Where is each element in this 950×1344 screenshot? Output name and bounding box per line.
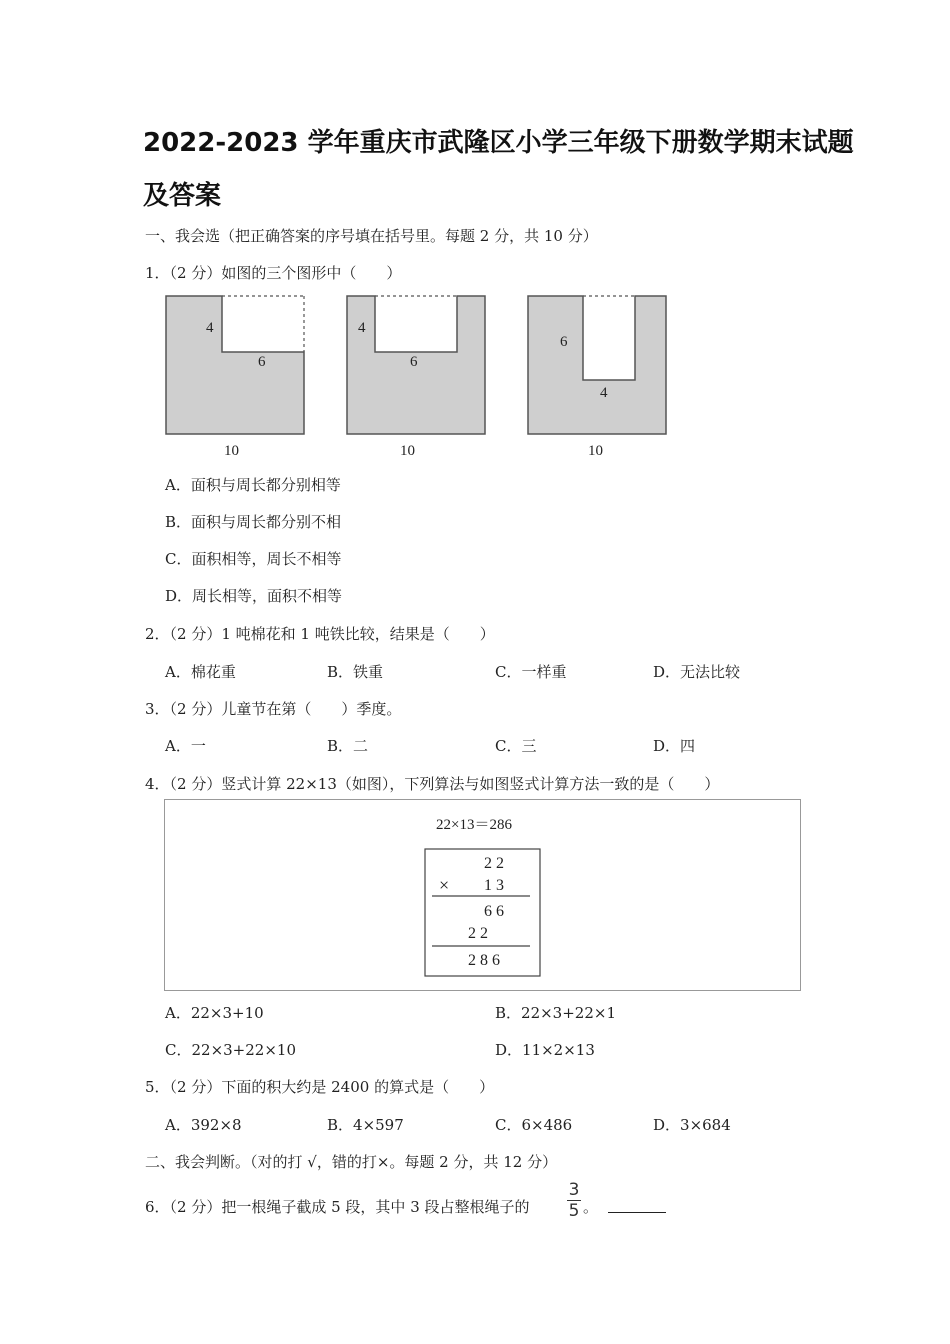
figure-2-base-label: 10 [400,443,415,459]
question-4: 4．（2 分）竖式计算 22×13（如图），下列算法与如图竖式计算方法一致的是（ ） [145,775,720,793]
q1-option-d[interactable]: D．周长相等，面积不相等 [165,587,343,605]
figure-1 [166,296,304,459]
q2-option-b[interactable]: B．铁重 [327,663,384,681]
q4-option-d[interactable]: D．11×2×13 [495,1041,595,1059]
figure-3-base-label: 10 [588,443,603,459]
question-1: 1．（2 分）如图的三个图形中（ ） [145,264,402,282]
calculation-equation: 22×13＝286 [436,817,512,833]
q3-option-c[interactable]: C．三 [495,737,537,755]
fraction-three-fifths [567,1181,581,1220]
q5-option-b[interactable]: B．4×597 [327,1116,404,1134]
section-heading-choice: 一、我会选（把正确答案的序号填在括号里。每题 2 分，共 10 分） [145,227,598,245]
q1-option-a[interactable]: A．面积与周长都分别相等 [165,476,341,494]
figure-3-inner-label: 4 [600,385,608,401]
question-5: 5．（2 分）下面的积大约是 2400 的算式是（ ） [145,1078,495,1096]
figure-3-side-label: 6 [560,334,568,350]
question-2: 2．（2 分）1 吨棉花和 1 吨铁比较，结果是（ ） [145,625,495,643]
q2-option-c[interactable]: C．一样重 [495,663,567,681]
vertical-calculation [424,848,542,978]
figure-3 [528,296,666,459]
q4-option-c[interactable]: C．22×3+22×10 [165,1041,296,1059]
page-title-continued: 及答案 [143,181,222,211]
q2-option-d[interactable]: D．无法比较 [653,663,741,681]
vertical-row-partial-2: 2 2 [468,925,488,942]
q3-option-d[interactable]: D．四 [653,737,696,755]
question-1-figures [160,290,680,460]
vertical-row-multiplicand: 2 2 [484,855,504,872]
figure-2 [347,296,485,459]
question-3: 3．（2 分）儿童节在第（ ）季度。 [145,700,402,718]
q5-option-a[interactable]: A．392×8 [165,1116,242,1134]
figure-2-side-label: 4 [358,320,366,336]
q2-option-a[interactable]: A．棉花重 [165,663,236,681]
q4-option-a[interactable]: A．22×3+10 [165,1004,264,1022]
vertical-row-result: 2 8 6 [468,952,500,969]
fraction-denominator: 5 [568,1201,580,1221]
vertical-row-partial-1: 6 6 [484,903,504,920]
q3-option-b[interactable]: B．二 [327,737,369,755]
times-sign: × [439,875,450,895]
question-6: 6．（2 分）把一根绳子截成 5 段，其中 3 段占整根绳子的 [145,1198,530,1216]
figure-1-side-label: 4 [206,320,214,336]
q4-option-b[interactable]: B．22×3+22×1 [495,1004,616,1022]
q5-option-c[interactable]: C．6×486 [495,1116,573,1134]
q1-option-b[interactable]: B．面积与周长都分别不相 [165,513,342,531]
page-title: 2022-2023 学年重庆市武隆区小学三年级下册数学期末试题 [143,128,854,158]
vertical-row-multiplier: 1 3 [484,877,504,894]
q1-option-c[interactable]: C．面积相等，周长不相等 [165,550,342,568]
q5-option-d[interactable]: D．3×684 [653,1116,731,1134]
answer-blank[interactable] [608,1212,666,1213]
q3-option-a[interactable]: A．一 [165,737,206,755]
figure-2-inner-label: 6 [410,354,418,370]
figure-1-base-label: 10 [224,443,239,459]
section-heading-judgement: 二、我会判断。（对的打 √，错的打×。每题 2 分，共 12 分） [145,1153,558,1171]
fraction-numerator: 3 [568,1180,580,1200]
question-6-end-punctuation: 。 [583,1198,599,1216]
figure-1-inner-label: 6 [258,354,266,370]
